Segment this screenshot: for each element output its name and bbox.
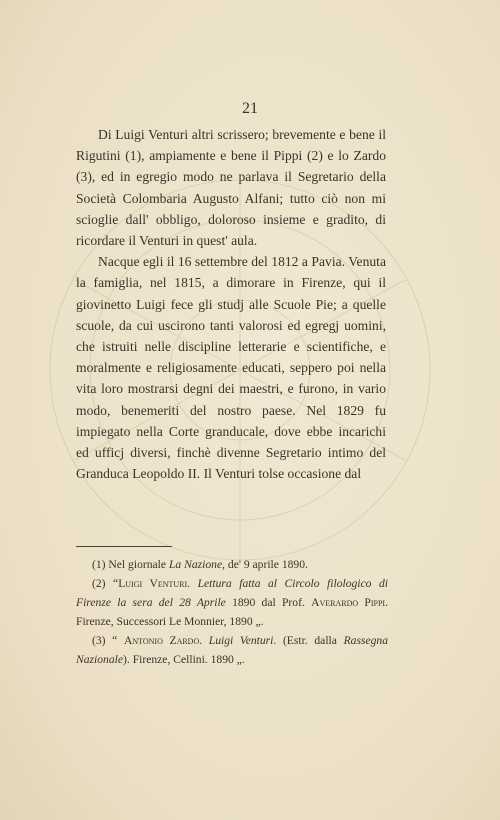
footnote-3-author: Antonio Zardo	[123, 634, 200, 647]
footnote-2-name: Averardo Pippi	[311, 596, 386, 609]
footnote-3-title: Luigi Venturi	[208, 634, 274, 647]
footnote-2-suffix: . Firenze, Successori Le Monnier, 1890 „.	[76, 596, 388, 628]
footnote-3-mid: . (Estr. dalla	[273, 634, 344, 647]
footnote-2	[76, 574, 388, 631]
footnote-1-suffix: , de' 9 aprile 1890.	[222, 558, 308, 571]
paragraph-2: Nacque egli il 16 settembre del 1812 a Pavia. Venuta la famiglia, nel 1815, a dimorare in Firenze, qui il giovinetto Luigi fece gli studj alle Scuole Pie; a quelle scuole, da cui uscirono tanti valorosi ed egregj uomini, che istruiti nelle discipline letterarie e scientifiche, e moralmente e religiosamente educati, seppero poi nella vita loro mostrarsi degni dei maestri, e furono, in vario modo, benemeriti del nostro paese. Nel 1829 fu impiegato nella Corte granducale, dove ebbe incarichi ed ufficj diversi, finchè divenne Segretario intimo del Granduca Leopoldo II. Il Venturi tolse occasione dal	[76, 254, 386, 482]
page-number: 21	[242, 100, 258, 117]
footnote-2-prefix: (2) “	[92, 577, 119, 590]
footnote-divider	[76, 546, 172, 547]
footnote-3-suffix: ). Firenze, Cellini. 1890 „.	[123, 653, 245, 666]
footnote-1	[76, 555, 388, 574]
footnote-3-journal: Rassegna Nazionale	[76, 634, 389, 666]
footnote-3	[76, 631, 388, 669]
footnote-2-title: Lettura fatta al Circolo filologico di Firenze la sera del 28 Aprile	[76, 577, 388, 609]
footnote-3-prefix: (3) “	[92, 634, 124, 647]
footnotes	[76, 555, 388, 669]
footnote-2-author: Luigi Venturi	[118, 577, 188, 590]
main-text	[76, 124, 386, 484]
footnote-2-dot: .	[187, 577, 198, 590]
footnote-1-prefix: (1) Nel giornale	[92, 558, 167, 571]
footnote-1-title: La Nazione	[168, 558, 223, 571]
paragraph-1: Di Luigi Venturi altri scrissero; brevemente e bene il Rigutini (1), ampiamente e bene il Pippi (2) e lo Zardo (3), ed in egregio modo ne parlava il Segretario della Società Colombaria Augusto Alfani; tutto ciò non mi scioglie dall' obbligo, doloroso insieme e gradito, di ricordare il Venturi in quest' aula.	[76, 127, 386, 249]
footnote-2-mid: 1890 dal Prof.	[225, 596, 312, 609]
footnote-3-dot: .	[199, 634, 209, 647]
